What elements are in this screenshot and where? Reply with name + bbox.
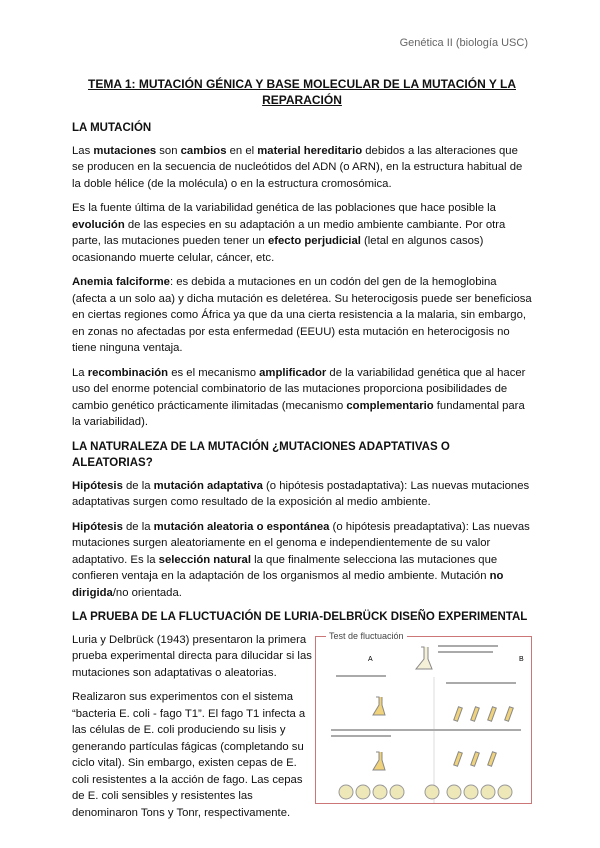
text-run: mutación adaptativa	[153, 479, 263, 492]
text-run: efecto perjudicial	[267, 235, 361, 247]
paragraph	[72, 365, 532, 431]
text-run: complementario	[346, 399, 434, 412]
paragraph	[72, 478, 532, 511]
paragraph: Realizaron sus experimentos con el sistema “bacteria E. coli - fago T1”. El fago T1 infecta a las células de E. coli produciendo su lisis y generando partículas fágicas (completando su ciclo vital). Sin embargo, existen cepas de E. coli resistentes a la acción de fago. Las cepas de E. coli sensibles y resistentes las denominaron Tons y Tonr, respectivamente.	[72, 691, 306, 819]
text-run: fundamental para la variabilidad).	[72, 399, 525, 428]
text-run: de la variabilidad genética que al hacer uso del enorme potencial combinatorio de las mutaciones proporciona posibilidades de cambio genético prácticamente ilimitadas (mecanismo	[72, 366, 526, 412]
fluctuation-test-figure	[315, 630, 532, 804]
paragraph	[72, 519, 532, 602]
document-body	[72, 76, 532, 829]
text-run: /no orientada.	[112, 586, 182, 599]
section-heading: LA NATURALEZA DE LA MUTACIÓN ¿MUTACIONES ADAPTATIVAS O ALEATORIAS?	[72, 440, 450, 469]
text-run: : es debida a mutaciones en un codón del gen de la hemoglobina (afecta a un solo aa) y dicha mutación es deletérea. Su heterocigosis puede ser beneficiosa en ciertas regiones como África ya que da una cierta resistencia a la malaria, sin embargo, en zonas no afectadas por esta enfermedad (EEUU) esta mutación en heterocigosis no tiene ninguna ventaja.	[72, 276, 532, 354]
paragraph: Luria y Delbrück (1943) presentaron la primera prueba experimental directa para dilucidar si las mutaciones son adaptativas o aleatorias.	[72, 633, 312, 679]
text-run: (letal en algunos casos) ocasionando muerte celular, cáncer, etc.	[72, 235, 484, 264]
text-run: debidos a las alteraciones que se producen en la secuencia de nucleótidos del ADN (o ARN), en la estructura habitual de la doble hélice (de la molécula) o en la estructura cromosómica.	[72, 144, 523, 190]
text-run: (o hipótesis postadaptativa): Las nuevas mutaciones adaptativas surgen como resultado de la exposición al medio ambiente.	[72, 479, 530, 508]
text-run: de la	[122, 479, 154, 492]
text-run: Hipótesis	[72, 520, 123, 533]
page-title: TEMA 1: MUTACIÓN GÉNICA Y BASE MOLECULAR DE LA MUTACIÓN Y LA REPARACIÓN	[87, 77, 516, 107]
paragraph	[72, 274, 532, 357]
text-run: no dirigida	[72, 570, 504, 599]
page-header: Genética II (biología USC)	[399, 37, 528, 49]
experiment-text	[72, 632, 312, 830]
text-run: Anemia falciforme	[72, 276, 170, 288]
text-run: la que finalmente selecciona las mutaciones que confieren ventaja en la adaptación de los organismos al medio ambiente. Mutación	[72, 553, 498, 582]
section-heading: LA MUTACIÓN	[72, 122, 152, 134]
text-run: mutación aleatoria o espontánea	[153, 520, 330, 533]
text-run: recombinación	[87, 366, 169, 379]
section-heading: LA PRUEBA DE LA FLUCTUACIÓN DE LURIA-DELBRÜCK DISEÑO EXPERIMENTAL	[72, 611, 528, 623]
text-run: Hipótesis	[72, 479, 123, 492]
text-run: La	[72, 366, 88, 379]
text-run: de la	[122, 520, 154, 533]
text-run: es el mecanismo	[168, 366, 260, 379]
text-run: material hereditario	[257, 144, 363, 157]
label-b: B	[519, 655, 524, 663]
text-run: cambios	[180, 144, 227, 157]
paragraph	[72, 143, 532, 193]
text-run: (o hipótesis preadaptativa): Las nuevas mutaciones surgen aleatoriamente en el genoma e independientemente de su valor adaptativo. Es la	[72, 520, 530, 566]
figure-caption: Test de fluctuación	[326, 631, 407, 642]
text-run: mutaciones	[93, 144, 157, 157]
text-run: Las	[72, 144, 94, 157]
label-a: A	[368, 655, 373, 663]
text-run: Es la fuente última de la variabilidad genética de las poblaciones que hace posible la	[72, 202, 496, 214]
text-run: de las especies en su adaptación a un medio ambiente cambiante. Por otra parte, las mutaciones pueden tener un	[72, 218, 506, 247]
text-run: amplificador	[259, 366, 327, 379]
text-run: en el	[226, 144, 258, 157]
text-run: evolución	[72, 218, 125, 231]
text-run: selección natural	[158, 553, 251, 566]
experiment-section	[72, 632, 532, 830]
paragraph	[72, 200, 532, 266]
text-run: son	[156, 144, 181, 157]
